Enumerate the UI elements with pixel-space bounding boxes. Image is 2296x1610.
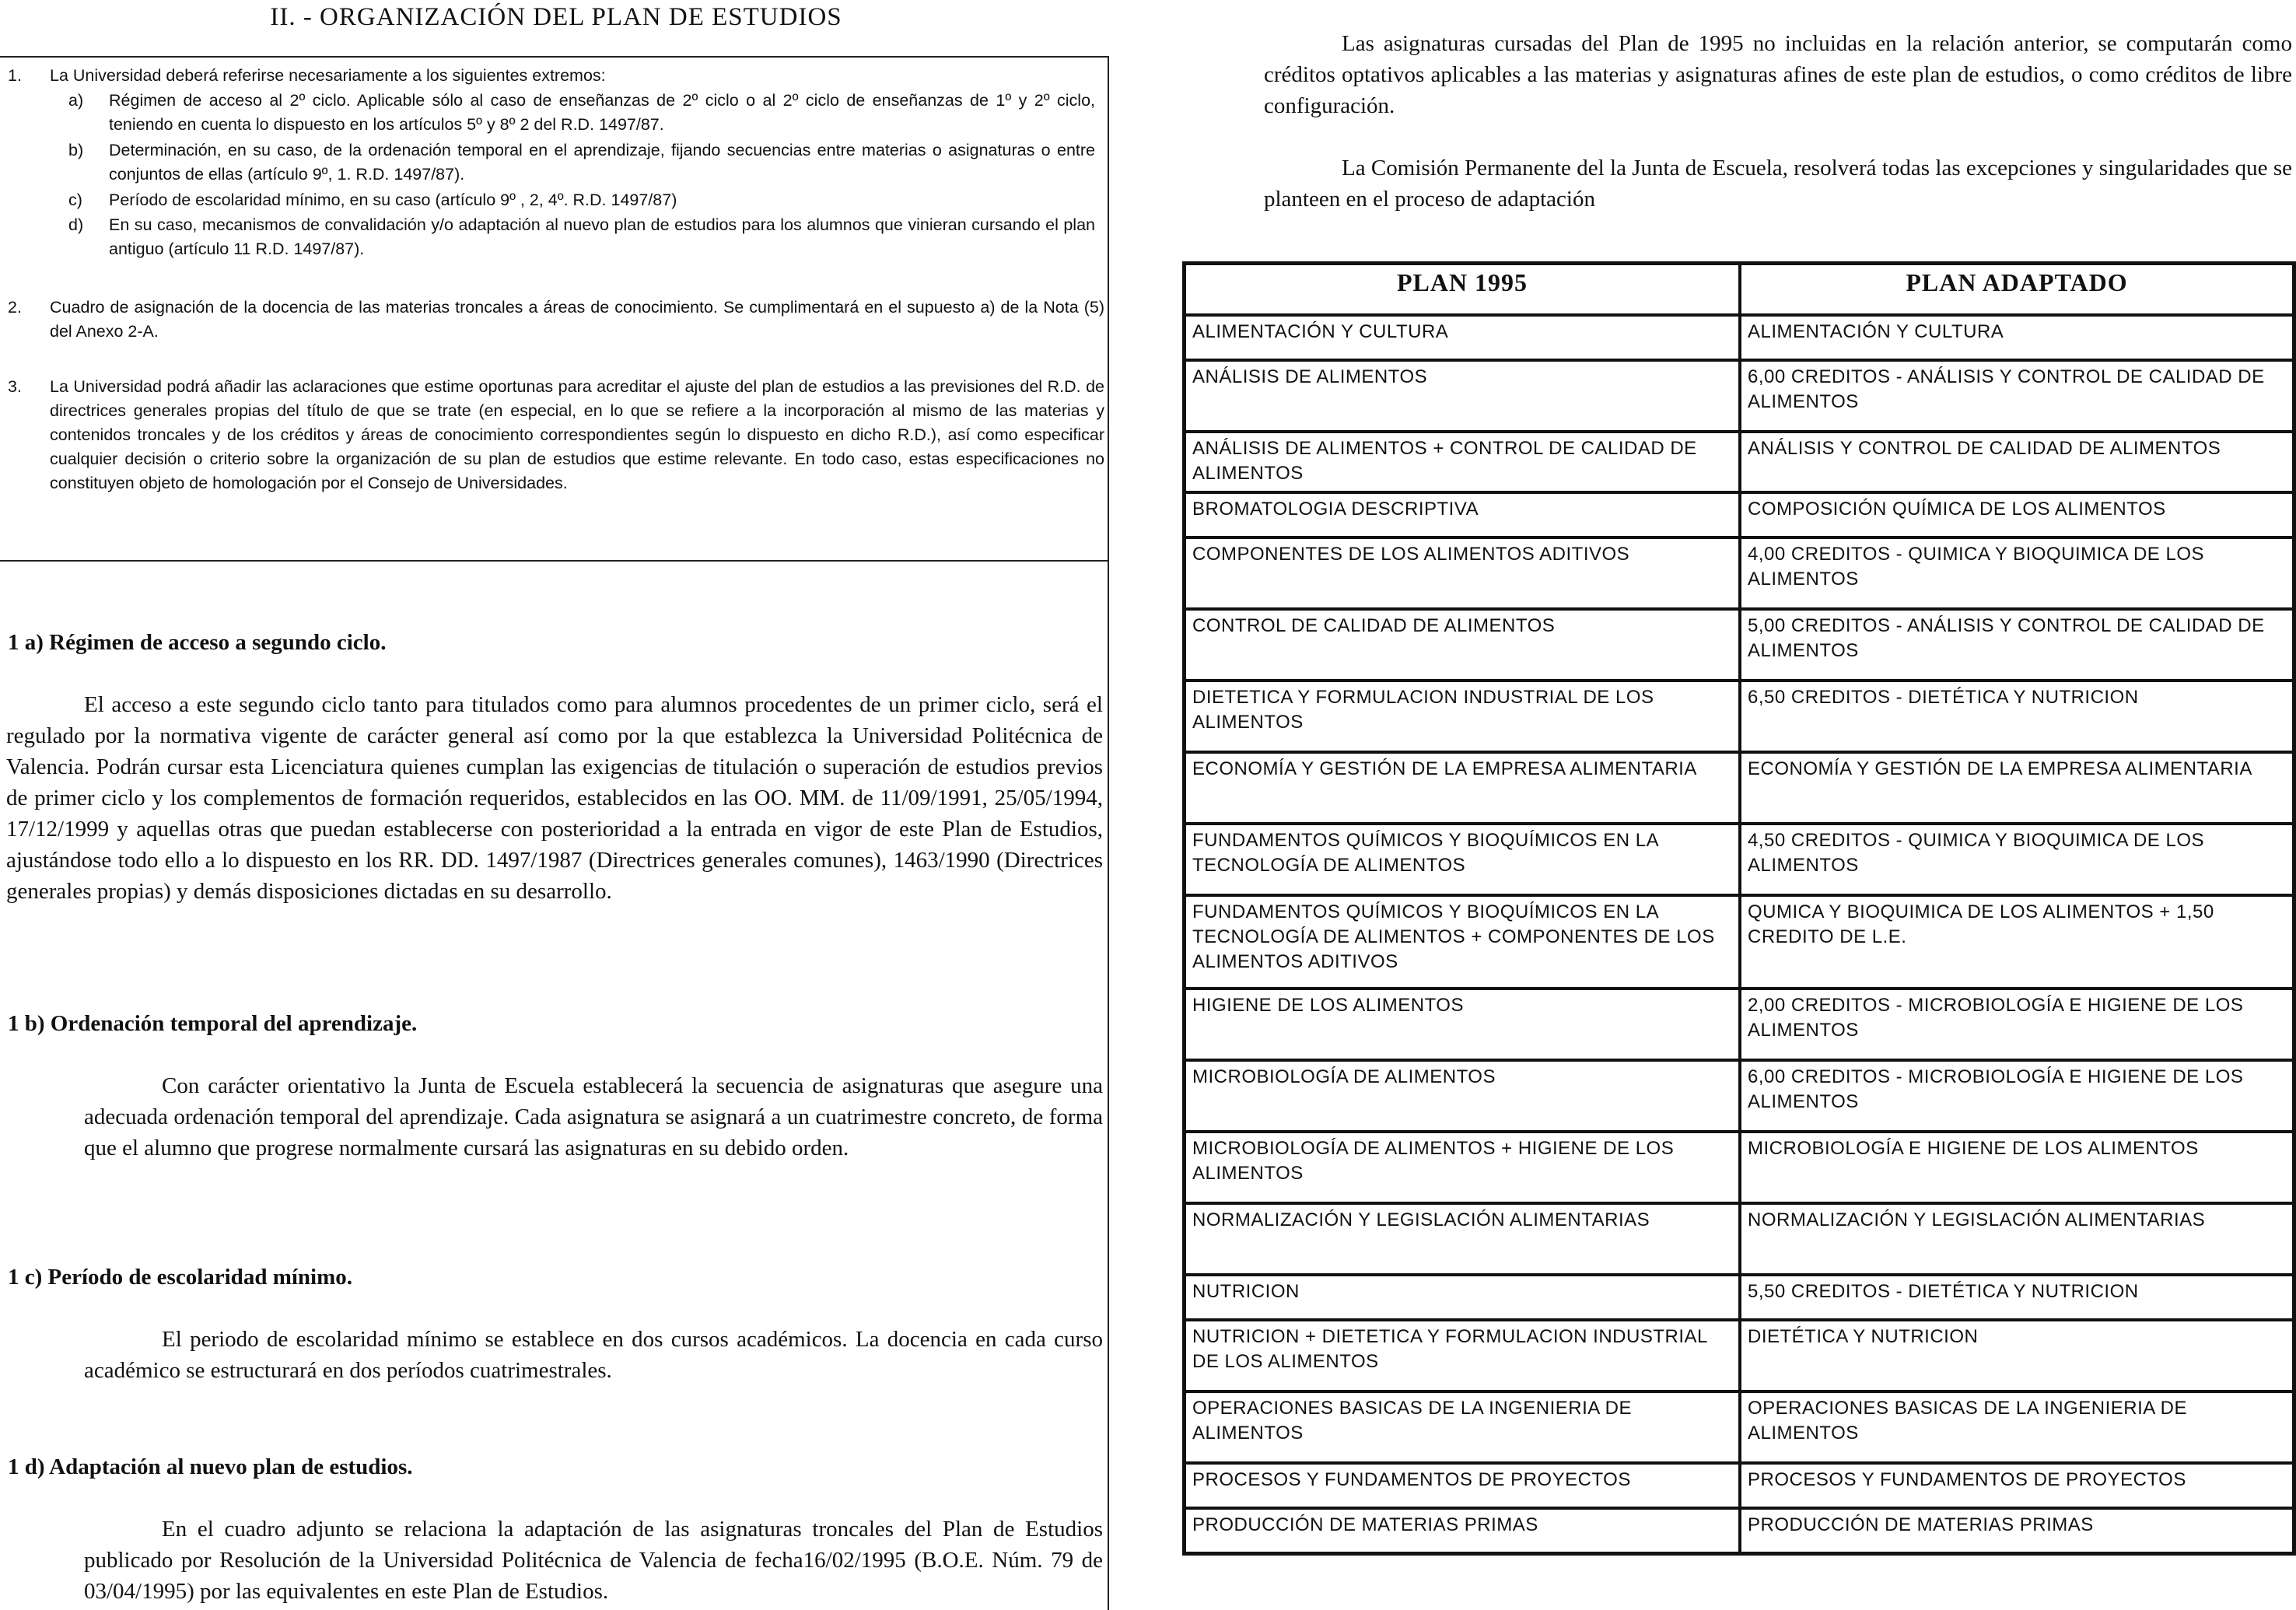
cell-plan-adaptado: 4,00 CREDITOS - QUIMICA Y BIOQUIMICA DE LOS ALIMENTOS — [1740, 537, 2294, 609]
table-row — [1185, 1463, 2294, 1508]
cell-plan-adaptado: 6,50 CREDITOS - DIETÉTICA Y NUTRICION — [1740, 681, 2294, 752]
cell-plan-adaptado: ALIMENTACIÓN Y CULTURA — [1740, 315, 2294, 360]
section-heading-1a: 1 a) Régimen de acceso a segundo ciclo. — [8, 630, 387, 655]
sub-text: En su caso, mecanismos de convalidación y/o adaptación al nuevo plan de estudios para los alumnos que vinieran cursando el plan antiguo (artículo 11 R.D. 1497/87). — [109, 215, 1095, 258]
table-row — [1185, 895, 2294, 989]
cell-plan-adaptado: MICROBIOLOGÍA E HIGIENE DE LOS ALIMENTOS — [1740, 1132, 2294, 1203]
table-row — [1185, 432, 2294, 492]
note-number: 3. — [8, 377, 22, 396]
cell-plan-1995: MICROBIOLOGÍA DE ALIMENTOS — [1185, 1060, 1740, 1132]
left-column — [0, 0, 1112, 1610]
instructions-box — [0, 56, 1109, 562]
section-text-1d: En el cuadro adjunto se relaciona la adaptación de las asignaturas troncales del Plan de Estudios publicado por Resolución de la Universidad Politécnica de Valencia de fecha16/02/1995 (B.O.E. Núm. 79 de 03/04/1995) por las equivalentes en este Plan de Estudios. — [84, 1517, 1103, 1604]
cell-plan-1995: ANÁLISIS DE ALIMENTOS — [1185, 360, 1740, 432]
cell-plan-adaptado: 6,00 CREDITOS - ANÁLISIS Y CONTROL DE CALIDAD DE ALIMENTOS — [1740, 360, 2294, 432]
cell-plan-adaptado: DIETÉTICA Y NUTRICION — [1740, 1320, 2294, 1391]
table-header-row — [1185, 264, 2294, 315]
cell-plan-adaptado: OPERACIONES BASICAS DE LA INGENIERIA DE ALIMENTOS — [1740, 1391, 2294, 1463]
cell-plan-adaptado: 2,00 CREDITOS - MICROBIOLOGÍA E HIGIENE DE LOS ALIMENTOS — [1740, 989, 2294, 1060]
cell-plan-1995: BROMATOLOGIA DESCRIPTIVA — [1185, 492, 1740, 537]
section-heading-1b: 1 b) Ordenación temporal del aprendizaje. — [8, 1011, 418, 1036]
note-number: 1. — [8, 66, 22, 85]
section-text-1a: El acceso a este segundo ciclo tanto para titulados como para alumnos procedentes de un primer ciclo, será el regulado por la normativa vigente de carácter general así como por la que establezca la Universidad Politécnica de Valencia. Podrán cursar esta Licenciatura quienes cumplan las exigencias de titulación o superación de estudios previos de primer ciclo y los complementos de formación requeridos, establecidos en las OO. MM. de 11/09/1991, 25/05/1994, 17/12/1999 y aquellas otras que puedan establecerse con posterioridad a la entrada en vigor de este Plan de Estudios, ajustándose todo ello a lo dispuesto en los RR. DD. 1497/1987 (Directrices generales comunes), 1463/1990 (Directrices generales propias) y demás disposiciones dictadas en su desarrollo. — [6, 692, 1103, 904]
cell-plan-adaptado: NORMALIZACIÓN Y LEGISLACIÓN ALIMENTARIAS — [1740, 1203, 2294, 1275]
cell-plan-adaptado: 6,00 CREDITOS - MICROBIOLOGÍA E HIGIENE DE LOS ALIMENTOS — [1740, 1060, 2294, 1132]
table-row — [1185, 492, 2294, 537]
section-text-1b: Con carácter orientativo la Junta de Escuela establecerá la secuencia de asignaturas que asegure una adecuada ordenación temporal del aprendizaje. Cada asignatura se asignará a un cuatrimestre concreto, de forma que el alumno que progrese normalmente cursará las asignaturas en su debido orden. — [84, 1073, 1103, 1160]
column-divider — [1108, 562, 1109, 1610]
table-row — [1185, 1320, 2294, 1391]
table-row — [1185, 752, 2294, 824]
page-title: II. - ORGANIZACIÓN DEL PLAN DE ESTUDIOS — [270, 3, 842, 31]
sub-letter: b) — [68, 141, 84, 159]
table-row — [1185, 1060, 2294, 1132]
cell-plan-1995: COMPONENTES DE LOS ALIMENTOS ADITIVOS — [1185, 537, 1740, 609]
cell-plan-1995: HIGIENE DE LOS ALIMENTOS — [1185, 989, 1740, 1060]
paragraph-commission: La Comisión Permanente del la Junta de Escuela, resolverá todas las excepciones y singularidades que se planteen en el proceso de adaptación — [1264, 156, 2292, 212]
cell-plan-1995: NORMALIZACIÓN Y LEGISLACIÓN ALIMENTARIAS — [1185, 1203, 1740, 1275]
cell-plan-1995: DIETETICA Y FORMULACION INDUSTRIAL DE LOS ALIMENTOS — [1185, 681, 1740, 752]
sub-letter: c) — [68, 191, 82, 209]
sub-letter: d) — [68, 215, 84, 234]
column-header-plan-adaptado: PLAN ADAPTADO — [1740, 264, 2294, 315]
cell-plan-1995: PROCESOS Y FUNDAMENTOS DE PROYECTOS — [1185, 1463, 1740, 1508]
cell-plan-1995: FUNDAMENTOS QUÍMICOS Y BIOQUÍMICOS EN LA TECNOLOGÍA DE ALIMENTOS + COMPONENTES DE LOS ALIMENTOS ADITIVOS — [1185, 895, 1740, 989]
cell-plan-adaptado: 5,50 CREDITOS - DIETÉTICA Y NUTRICION — [1740, 1275, 2294, 1320]
table-row — [1185, 360, 2294, 432]
table-row — [1185, 315, 2294, 360]
table-row — [1185, 1391, 2294, 1463]
table-row — [1185, 989, 2294, 1060]
note-text: Cuadro de asignación de la docencia de las materias troncales a áreas de conocimiento. Se cumplimentará en el supuesto a) de la Nota (5) del Anexo 2-A. — [50, 298, 1104, 341]
cell-plan-adaptado: ANÁLISIS Y CONTROL DE CALIDAD DE ALIMENTOS — [1740, 432, 2294, 492]
right-column — [1174, 0, 2296, 1610]
cell-plan-adaptado: 5,00 CREDITOS - ANÁLISIS Y CONTROL DE CALIDAD DE ALIMENTOS — [1740, 609, 2294, 681]
cell-plan-1995: MICROBIOLOGÍA DE ALIMENTOS + HIGIENE DE LOS ALIMENTOS — [1185, 1132, 1740, 1203]
section-heading-1d: 1 d) Adaptación al nuevo plan de estudios. — [8, 1454, 413, 1479]
cell-plan-1995: PRODUCCIÓN DE MATERIAS PRIMAS — [1185, 1508, 1740, 1553]
cell-plan-1995: ANÁLISIS DE ALIMENTOS + CONTROL DE CALIDAD DE ALIMENTOS — [1185, 432, 1740, 492]
sub-letter: a) — [68, 91, 84, 110]
table-row — [1185, 1275, 2294, 1320]
section-heading-1c: 1 c) Período de escolaridad mínimo. — [8, 1265, 353, 1290]
cell-plan-1995: OPERACIONES BASICAS DE LA INGENIERIA DE ALIMENTOS — [1185, 1391, 1740, 1463]
column-header-plan-1995: PLAN 1995 — [1185, 264, 1740, 315]
cell-plan-1995: CONTROL DE CALIDAD DE ALIMENTOS — [1185, 609, 1740, 681]
note-text: La Universidad deberá referirse necesariamente a los siguientes extremos: — [50, 66, 606, 85]
adaptation-table-body — [1185, 315, 2294, 1553]
table-row — [1185, 537, 2294, 609]
cell-plan-1995: ECONOMÍA Y GESTIÓN DE LA EMPRESA ALIMENTARIA — [1185, 752, 1740, 824]
paragraph-optional-credits: Las asignaturas cursadas del Plan de 1995 no incluidas en la relación anterior, se computarán como créditos optativos aplicables a las materias y asignaturas afines de este plan de estudios, o como créditos de libre configuración. — [1264, 31, 2292, 118]
cell-plan-1995: ALIMENTACIÓN Y CULTURA — [1185, 315, 1740, 360]
section-text-1c: El periodo de escolaridad mínimo se establece en dos cursos académicos. La docencia en cada curso académico se estructurará en dos períodos cuatrimestrales. — [84, 1327, 1103, 1383]
cell-plan-adaptado: PRODUCCIÓN DE MATERIAS PRIMAS — [1740, 1508, 2294, 1553]
table-row — [1185, 1203, 2294, 1275]
cell-plan-1995: NUTRICION + DIETETICA Y FORMULACION INDUSTRIAL DE LOS ALIMENTOS — [1185, 1320, 1740, 1391]
table-row — [1185, 681, 2294, 752]
cell-plan-adaptado: ECONOMÍA Y GESTIÓN DE LA EMPRESA ALIMENTARIA — [1740, 752, 2294, 824]
sub-text: Período de escolaridad mínimo, en su caso (artículo 9º , 2, 4º. R.D. 1497/87) — [109, 191, 677, 209]
table-row — [1185, 1508, 2294, 1553]
adaptation-table — [1182, 261, 2296, 1556]
cell-plan-1995: NUTRICION — [1185, 1275, 1740, 1320]
cell-plan-adaptado: QUMICA Y BIOQUIMICA DE LOS ALIMENTOS + 1,50 CREDITO DE L.E. — [1740, 895, 2294, 989]
table-row — [1185, 824, 2294, 895]
sub-text: Determinación, en su caso, de la ordenación temporal en el aprendizaje, fijando secuencias entre materias o asignaturas o entre conjuntos de ellas (artículo 9º, 1. R.D. 1497/87). — [109, 141, 1095, 184]
note-text: La Universidad podrá añadir las aclaraciones que estime oportunas para acreditar el ajuste del plan de estudios a las previsiones del R.D. de directrices generales propias del título de que se trate (en especial, en lo que se refiere a la incorporación al mismo de las materias y contenidos troncales y de los créditos y áreas de conocimiento correspondientes según lo dispuesto en dicho R.D.), así como especificar cualquier decisión o criterio sobre la organización de su plan de estudios que estime relevante. En todo caso, estas especificaciones no constituyen objeto de homologación por el Consejo de Universidades. — [50, 377, 1104, 492]
cell-plan-adaptado: PROCESOS Y FUNDAMENTOS DE PROYECTOS — [1740, 1463, 2294, 1508]
cell-plan-1995: FUNDAMENTOS QUÍMICOS Y BIOQUÍMICOS EN LA TECNOLOGÍA DE ALIMENTOS — [1185, 824, 1740, 895]
cell-plan-adaptado: COMPOSICIÓN QUÍMICA DE LOS ALIMENTOS — [1740, 492, 2294, 537]
table-row — [1185, 609, 2294, 681]
table-row — [1185, 1132, 2294, 1203]
sub-text: Régimen de acceso al 2º ciclo. Aplicable sólo al caso de enseñanzas de 2º ciclo o al 2º ciclo de enseñanzas de 1º y 2º ciclo, teniendo en cuenta lo dispuesto en los artículos 5º y 8º 2 del R.D. 1497/87. — [109, 91, 1095, 134]
note-number: 2. — [8, 298, 22, 317]
cell-plan-adaptado: 4,50 CREDITOS - QUIMICA Y BIOQUIMICA DE LOS ALIMENTOS — [1740, 824, 2294, 895]
